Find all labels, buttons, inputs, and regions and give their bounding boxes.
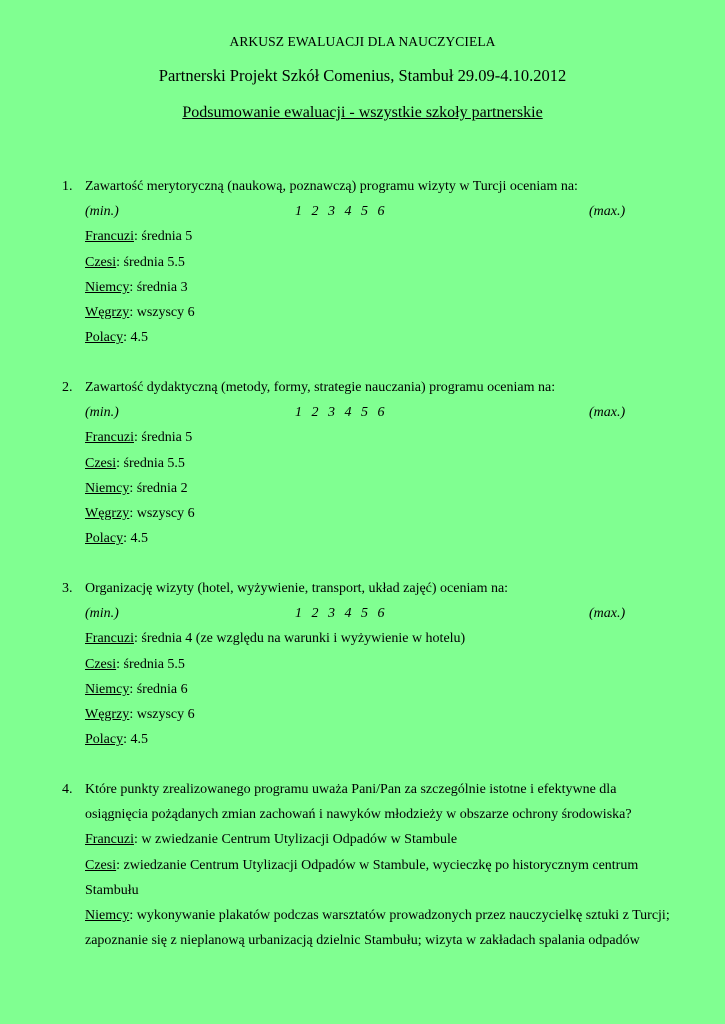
country-label: Polacy — [85, 732, 124, 748]
question-text-line-1: Które punkty zrealizowanego programu uważa Pani/Pan za szczególnie istotne i efektywne dla — [85, 782, 617, 797]
answer-germany — [62, 476, 682, 501]
answer-value: : 4.5 — [123, 732, 148, 748]
country-label: Węgrzy — [85, 304, 130, 320]
answer-hungary — [62, 501, 682, 526]
answer-value: : średnia 6 — [129, 681, 188, 697]
answer-france — [62, 827, 682, 852]
answer-hungary — [62, 702, 682, 727]
country-label: Polacy — [85, 531, 124, 547]
answer-poland — [62, 727, 682, 752]
answer-value: : 4.5 — [123, 330, 148, 346]
answer-poland — [62, 325, 682, 350]
question-text-line-2: osiągnięcia pożądanych zmian zachowań i nawyków młodzieży w obszarze ochrony środowiska? — [85, 807, 632, 823]
question-1 — [62, 174, 682, 350]
document-title: ARKUSZ EWALUACJI DLA NAUCZYCIELA — [229, 34, 496, 49]
rating-scale — [62, 601, 682, 626]
question-text: Organizację wizyty (hotel, wyżywienie, transport, układ zajęć) oceniam na: — [85, 581, 509, 596]
country-label: Czesi — [85, 455, 117, 471]
answer-hungary — [62, 300, 682, 325]
answer-value: : średnia 5.5 — [116, 455, 185, 471]
country-label: Polacy — [85, 330, 124, 346]
project-subtitle: Partnerski Projekt Szkół Comenius, Stambuł 29.09-4.10.2012 — [158, 66, 567, 85]
scale-max: (max.) — [589, 405, 626, 421]
scale-numbers: 1 2 3 4 5 6 — [295, 204, 385, 220]
answer-value: : średnia 5.5 — [116, 656, 185, 672]
question-number: 3. — [62, 581, 73, 596]
answer-czech — [62, 853, 685, 903]
answer-value: : średnia 5 — [133, 430, 193, 446]
scale-max: (max.) — [589, 204, 626, 220]
country-label: Francuzi — [85, 430, 134, 446]
question-2 — [62, 375, 682, 551]
scale-min: (min.) — [85, 405, 119, 421]
answer-poland — [62, 526, 682, 551]
answer-value: : średnia 5.5 — [116, 254, 185, 270]
country-label: Francuzi — [85, 631, 134, 647]
answer-germany — [62, 903, 685, 953]
country-label: Francuzi — [85, 832, 134, 848]
country-label: Niemcy — [85, 908, 130, 923]
rating-scale — [62, 400, 682, 425]
answer-value: : średnia 4 (ze względu na warunki i wyżywienie w hotelu) — [133, 631, 466, 647]
question-number: 2. — [62, 380, 73, 395]
scale-max: (max.) — [589, 606, 626, 622]
answer-czech — [62, 250, 682, 275]
answer-france — [62, 626, 682, 651]
section-heading: Podsumowanie ewaluacji - wszystkie szkoły partnerskie — [182, 104, 543, 121]
scale-numbers: 1 2 3 4 5 6 — [295, 405, 385, 421]
answer-value: : średnia 5 — [133, 229, 193, 245]
country-label: Węgrzy — [85, 706, 130, 722]
answer-france — [62, 224, 682, 249]
scale-numbers: 1 2 3 4 5 6 — [295, 606, 385, 622]
answer-value: : zwiedzanie Centrum Utylizacji Odpadów w Stambule, wycieczkę po historycznym centrum Stambułu — [85, 857, 639, 898]
answer-germany — [62, 275, 682, 300]
question-4 — [62, 777, 682, 953]
question-number: 4. — [62, 782, 73, 797]
scale-min: (min.) — [85, 204, 119, 220]
answer-france — [62, 425, 682, 450]
country-label: Czesi — [85, 254, 117, 270]
country-label: Francuzi — [85, 229, 134, 245]
answer-value: : wykonywanie plakatów podczas warsztatów prowadzonych przez nauczycielkę sztuki z Turcji; zapoznanie się z nieplanową urbanizacją dzielnic Stambułu; wizyta w zakładach spalania odpadów — [85, 908, 670, 949]
country-label: Niemcy — [85, 279, 130, 295]
answer-czech — [62, 652, 682, 677]
answer-value: : w zwiedzanie Centrum Utylizacji Odpadów w Stambule — [133, 832, 458, 848]
answer-germany — [62, 677, 682, 702]
scale-min: (min.) — [85, 606, 119, 622]
answer-czech — [62, 451, 682, 476]
country-label: Niemcy — [85, 681, 130, 697]
question-number: 1. — [62, 179, 73, 194]
answer-value: : średnia 3 — [129, 279, 188, 295]
rating-scale — [62, 199, 682, 224]
answer-value: : wszyscy 6 — [129, 505, 195, 521]
question-3 — [62, 576, 682, 752]
answer-value: : 4.5 — [123, 531, 148, 547]
country-label: Węgrzy — [85, 505, 130, 521]
answer-value: : średnia 2 — [129, 480, 188, 496]
answer-value: : wszyscy 6 — [129, 706, 195, 722]
country-label: Niemcy — [85, 480, 130, 496]
country-label: Czesi — [85, 656, 117, 672]
question-text: Zawartość dydaktyczną (metody, formy, strategie nauczania) programu oceniam na: — [85, 380, 556, 395]
question-text: Zawartość merytoryczną (naukową, poznawczą) programu wizyty w Turcji oceniam na: — [85, 179, 578, 194]
country-label: Czesi — [85, 857, 117, 873]
answer-value: : wszyscy 6 — [129, 304, 195, 320]
